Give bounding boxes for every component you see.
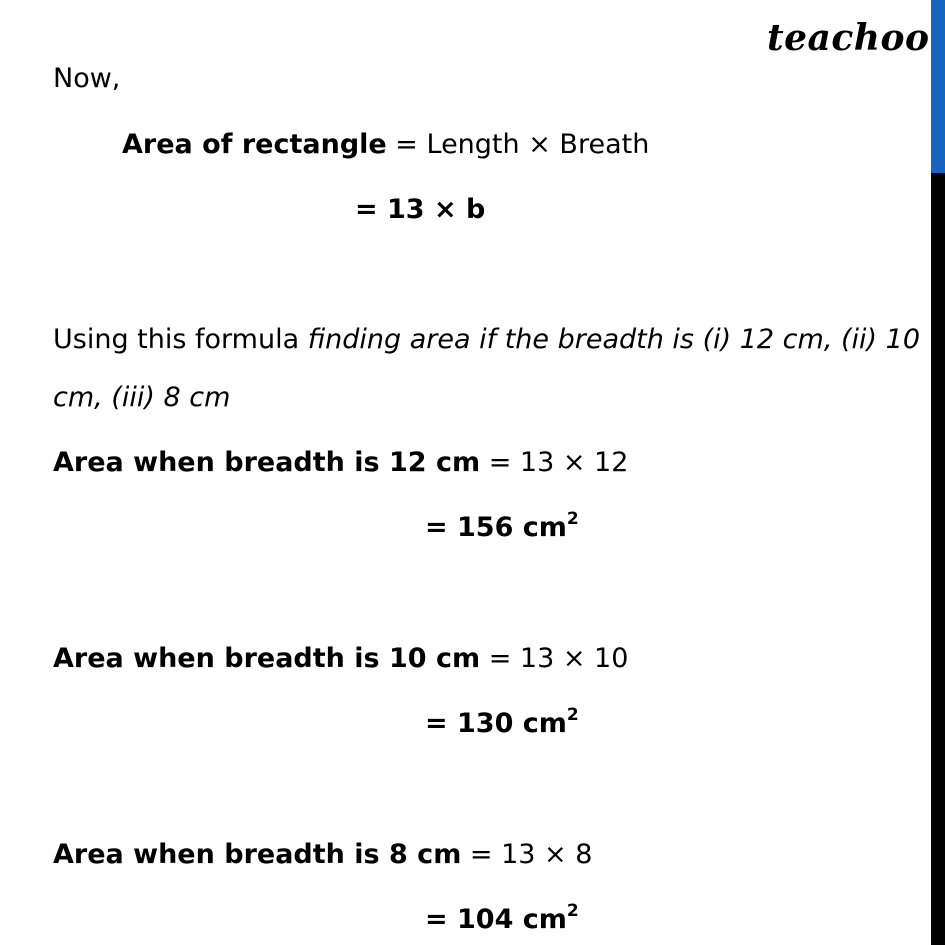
- case-line: [53, 643, 628, 675]
- case-result-power: 2: [566, 901, 579, 921]
- case-result-power: 2: [566, 509, 579, 529]
- formula-intro-text: Using this formula: [53, 324, 308, 355]
- case-result: [425, 901, 579, 936]
- case-result: [425, 509, 579, 544]
- formula-italic-text-2: cm, (iii) 8 cm: [53, 382, 231, 413]
- case-expression: = 13 × 8: [461, 839, 593, 870]
- case-expression: = 13 × 12: [480, 447, 629, 478]
- case-result-value: = 104 cm: [425, 904, 567, 935]
- case-result: [425, 705, 579, 740]
- area-formula-result: = 13 × b: [355, 194, 486, 225]
- formula-italic-text-1: finding area if the breadth is (i) 12 cm, (ii) 10: [307, 324, 920, 355]
- teachoo-logo: teachoo: [767, 17, 930, 59]
- case-line: [53, 839, 592, 871]
- case-result-power: 2: [566, 705, 579, 725]
- area-formula-line: [122, 129, 649, 161]
- case-label: Area when breadth is 10 cm: [53, 643, 481, 674]
- now-text: Now,: [53, 63, 121, 94]
- case-label: Area when breadth is 12 cm: [53, 447, 481, 478]
- scrollbar-thumb[interactable]: [931, 0, 945, 173]
- case-result-value: = 130 cm: [425, 708, 567, 739]
- area-rect-expression: = Length × Breath: [386, 129, 650, 160]
- case-label: Area when breadth is 8 cm: [53, 839, 462, 870]
- case-line: [53, 447, 628, 479]
- case-expression: = 13 × 10: [480, 643, 629, 674]
- area-rect-label: Area of rectangle: [122, 129, 387, 160]
- formula-intro-line: [53, 324, 920, 356]
- case-result-value: = 156 cm: [425, 512, 567, 543]
